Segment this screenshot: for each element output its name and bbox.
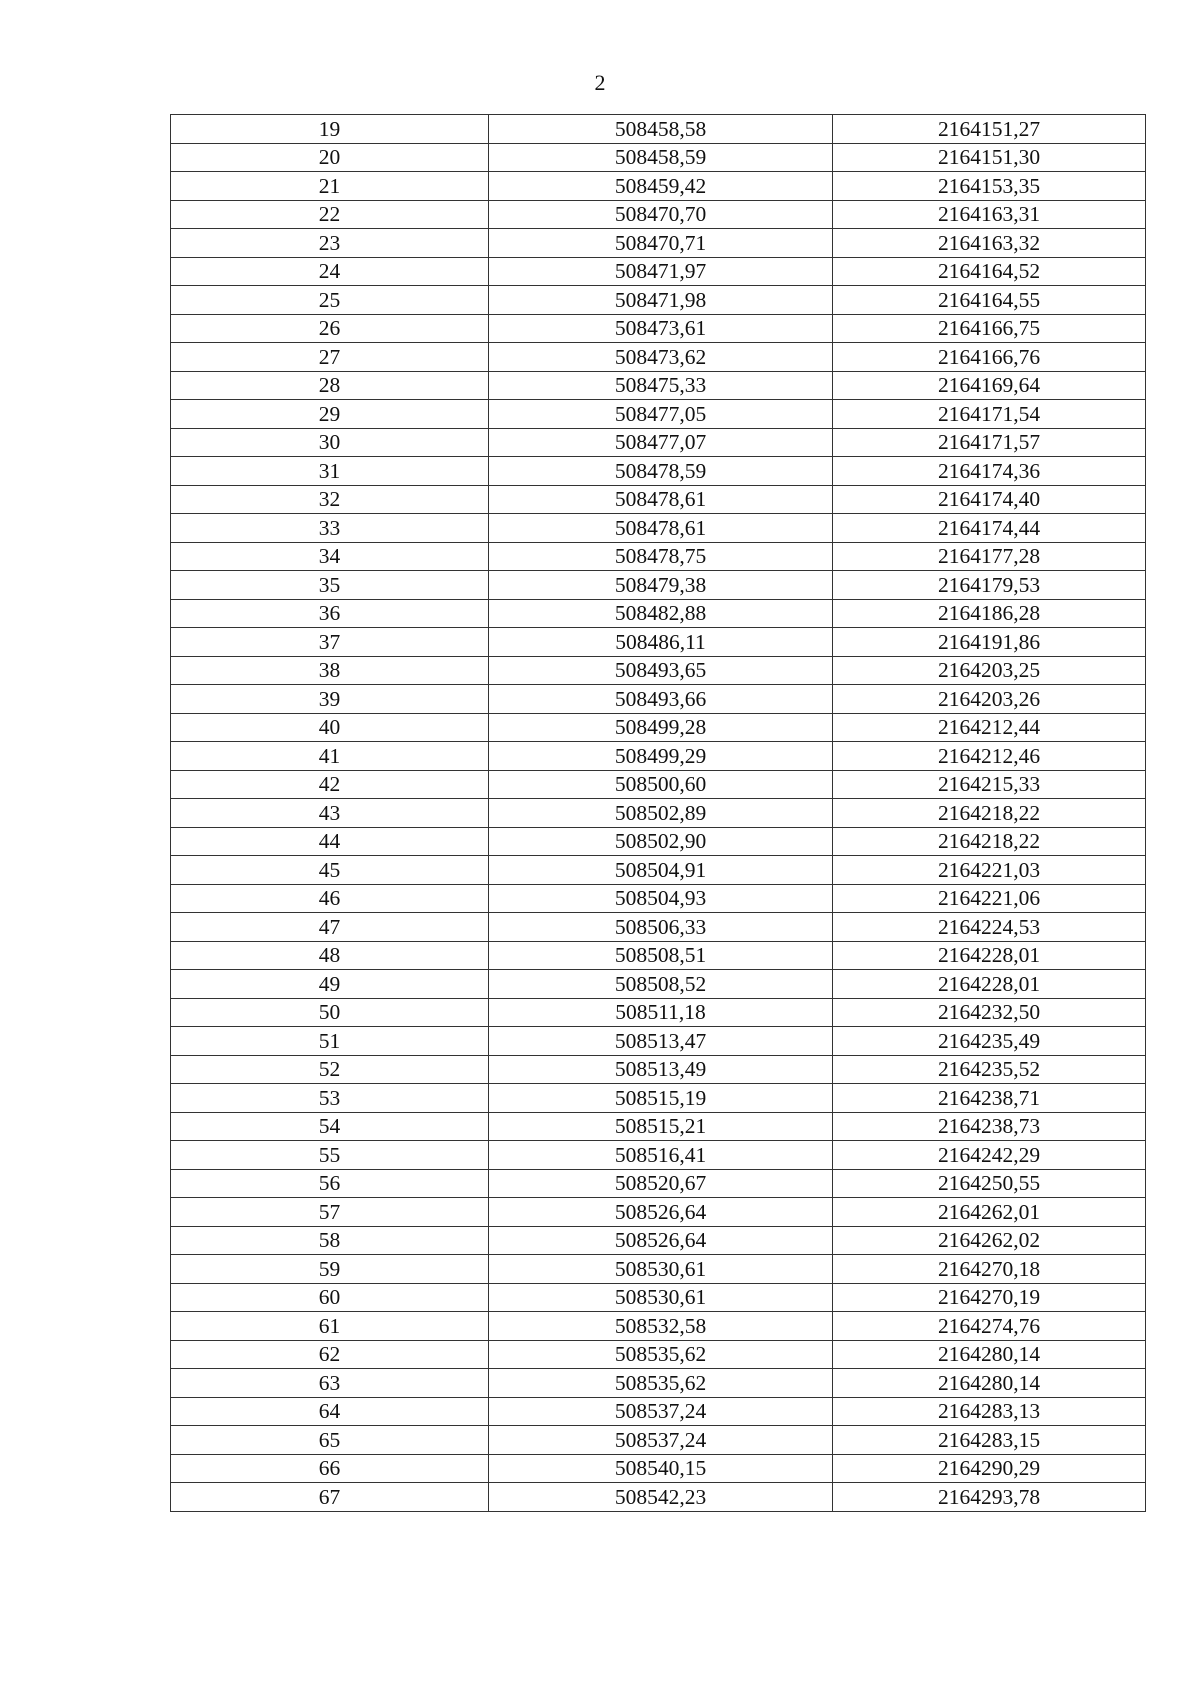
table-row [171, 428, 1146, 457]
table-row [171, 514, 1146, 543]
x-coordinate-cell: 508535,62 [489, 1369, 833, 1398]
table-row [171, 1027, 1146, 1056]
y-coordinate-cell: 2164235,52 [833, 1055, 1146, 1084]
y-coordinate-cell: 2164169,64 [833, 371, 1146, 400]
x-coordinate-cell: 508470,70 [489, 200, 833, 229]
point-number-cell: 36 [171, 599, 489, 628]
y-coordinate-cell: 2164280,14 [833, 1369, 1146, 1398]
table-row [171, 599, 1146, 628]
table-row [171, 799, 1146, 828]
table-row [171, 685, 1146, 714]
point-number-cell: 49 [171, 970, 489, 999]
table-row [171, 1084, 1146, 1113]
y-coordinate-cell: 2164166,75 [833, 314, 1146, 343]
point-number-cell: 28 [171, 371, 489, 400]
x-coordinate-cell: 508504,91 [489, 856, 833, 885]
point-number-cell: 20 [171, 143, 489, 172]
y-coordinate-cell: 2164228,01 [833, 970, 1146, 999]
x-coordinate-cell: 508502,89 [489, 799, 833, 828]
x-coordinate-cell: 508471,97 [489, 257, 833, 286]
x-coordinate-cell: 508459,42 [489, 172, 833, 201]
x-coordinate-cell: 508540,15 [489, 1454, 833, 1483]
point-number-cell: 42 [171, 770, 489, 799]
table-row [171, 856, 1146, 885]
x-coordinate-cell: 508473,61 [489, 314, 833, 343]
y-coordinate-cell: 2164166,76 [833, 343, 1146, 372]
table-row [171, 884, 1146, 913]
table-row [171, 1055, 1146, 1084]
table-row [171, 1283, 1146, 1312]
y-coordinate-cell: 2164164,52 [833, 257, 1146, 286]
y-coordinate-cell: 2164171,54 [833, 400, 1146, 429]
table-row [171, 571, 1146, 600]
point-number-cell: 41 [171, 742, 489, 771]
x-coordinate-cell: 508478,61 [489, 485, 833, 514]
x-coordinate-cell: 508526,64 [489, 1226, 833, 1255]
x-coordinate-cell: 508479,38 [489, 571, 833, 600]
x-coordinate-cell: 508537,24 [489, 1397, 833, 1426]
x-coordinate-cell: 508499,28 [489, 713, 833, 742]
coordinates-table-body [171, 115, 1146, 1512]
y-coordinate-cell: 2164203,25 [833, 656, 1146, 685]
x-coordinate-cell: 508526,64 [489, 1198, 833, 1227]
y-coordinate-cell: 2164163,32 [833, 229, 1146, 258]
point-number-cell: 21 [171, 172, 489, 201]
point-number-cell: 43 [171, 799, 489, 828]
table-row [171, 115, 1146, 144]
point-number-cell: 53 [171, 1084, 489, 1113]
x-coordinate-cell: 508493,65 [489, 656, 833, 685]
table-row [171, 143, 1146, 172]
table-row [171, 970, 1146, 999]
x-coordinate-cell: 508542,23 [489, 1483, 833, 1512]
table-row [171, 371, 1146, 400]
table-row [171, 1255, 1146, 1284]
x-coordinate-cell: 508504,93 [489, 884, 833, 913]
x-coordinate-cell: 508486,11 [489, 628, 833, 657]
x-coordinate-cell: 508515,21 [489, 1112, 833, 1141]
x-coordinate-cell: 508532,58 [489, 1312, 833, 1341]
table-row [171, 314, 1146, 343]
table-row [171, 400, 1146, 429]
x-coordinate-cell: 508478,61 [489, 514, 833, 543]
x-coordinate-cell: 508477,07 [489, 428, 833, 457]
y-coordinate-cell: 2164212,46 [833, 742, 1146, 771]
y-coordinate-cell: 2164164,55 [833, 286, 1146, 315]
y-coordinate-cell: 2164270,18 [833, 1255, 1146, 1284]
point-number-cell: 44 [171, 827, 489, 856]
y-coordinate-cell: 2164238,71 [833, 1084, 1146, 1113]
point-number-cell: 37 [171, 628, 489, 657]
table-row [171, 1483, 1146, 1512]
x-coordinate-cell: 508537,24 [489, 1426, 833, 1455]
y-coordinate-cell: 2164215,33 [833, 770, 1146, 799]
y-coordinate-cell: 2164262,02 [833, 1226, 1146, 1255]
x-coordinate-cell: 508508,51 [489, 941, 833, 970]
point-number-cell: 27 [171, 343, 489, 372]
point-number-cell: 48 [171, 941, 489, 970]
point-number-cell: 45 [171, 856, 489, 885]
point-number-cell: 56 [171, 1169, 489, 1198]
point-number-cell: 22 [171, 200, 489, 229]
point-number-cell: 60 [171, 1283, 489, 1312]
y-coordinate-cell: 2164238,73 [833, 1112, 1146, 1141]
y-coordinate-cell: 2164177,28 [833, 542, 1146, 571]
table-row [171, 742, 1146, 771]
point-number-cell: 33 [171, 514, 489, 543]
table-row [171, 998, 1146, 1027]
x-coordinate-cell: 508478,75 [489, 542, 833, 571]
y-coordinate-cell: 2164218,22 [833, 799, 1146, 828]
x-coordinate-cell: 508511,18 [489, 998, 833, 1027]
table-row [171, 257, 1146, 286]
point-number-cell: 31 [171, 457, 489, 486]
point-number-cell: 59 [171, 1255, 489, 1284]
table-row [171, 1426, 1146, 1455]
y-coordinate-cell: 2164228,01 [833, 941, 1146, 970]
point-number-cell: 34 [171, 542, 489, 571]
table-row [171, 1198, 1146, 1227]
point-number-cell: 66 [171, 1454, 489, 1483]
table-row [171, 172, 1146, 201]
y-coordinate-cell: 2164174,36 [833, 457, 1146, 486]
point-number-cell: 63 [171, 1369, 489, 1398]
x-coordinate-cell: 508470,71 [489, 229, 833, 258]
point-number-cell: 57 [171, 1198, 489, 1227]
point-number-cell: 39 [171, 685, 489, 714]
table-row [171, 485, 1146, 514]
y-coordinate-cell: 2164218,22 [833, 827, 1146, 856]
x-coordinate-cell: 508516,41 [489, 1141, 833, 1170]
point-number-cell: 64 [171, 1397, 489, 1426]
y-coordinate-cell: 2164290,29 [833, 1454, 1146, 1483]
y-coordinate-cell: 2164179,53 [833, 571, 1146, 600]
table-row [171, 827, 1146, 856]
y-coordinate-cell: 2164283,15 [833, 1426, 1146, 1455]
point-number-cell: 46 [171, 884, 489, 913]
x-coordinate-cell: 508513,49 [489, 1055, 833, 1084]
point-number-cell: 24 [171, 257, 489, 286]
y-coordinate-cell: 2164151,27 [833, 115, 1146, 144]
x-coordinate-cell: 508458,58 [489, 115, 833, 144]
x-coordinate-cell: 508515,19 [489, 1084, 833, 1113]
x-coordinate-cell: 508500,60 [489, 770, 833, 799]
y-coordinate-cell: 2164186,28 [833, 599, 1146, 628]
y-coordinate-cell: 2164174,40 [833, 485, 1146, 514]
point-number-cell: 58 [171, 1226, 489, 1255]
table-row [171, 343, 1146, 372]
point-number-cell: 40 [171, 713, 489, 742]
y-coordinate-cell: 2164280,14 [833, 1340, 1146, 1369]
x-coordinate-cell: 508473,62 [489, 343, 833, 372]
table-row [171, 770, 1146, 799]
y-coordinate-cell: 2164212,44 [833, 713, 1146, 742]
point-number-cell: 50 [171, 998, 489, 1027]
table-row [171, 628, 1146, 657]
table-row [171, 286, 1146, 315]
y-coordinate-cell: 2164163,31 [833, 200, 1146, 229]
y-coordinate-cell: 2164283,13 [833, 1397, 1146, 1426]
table-row [171, 1141, 1146, 1170]
table-row [171, 200, 1146, 229]
point-number-cell: 55 [171, 1141, 489, 1170]
x-coordinate-cell: 508502,90 [489, 827, 833, 856]
x-coordinate-cell: 508520,67 [489, 1169, 833, 1198]
y-coordinate-cell: 2164151,30 [833, 143, 1146, 172]
point-number-cell: 26 [171, 314, 489, 343]
table-row [171, 1454, 1146, 1483]
table-row [171, 1312, 1146, 1341]
y-coordinate-cell: 2164153,35 [833, 172, 1146, 201]
y-coordinate-cell: 2164174,44 [833, 514, 1146, 543]
y-coordinate-cell: 2164203,26 [833, 685, 1146, 714]
table-row [171, 1112, 1146, 1141]
point-number-cell: 23 [171, 229, 489, 258]
x-coordinate-cell: 508535,62 [489, 1340, 833, 1369]
point-number-cell: 32 [171, 485, 489, 514]
point-number-cell: 35 [171, 571, 489, 600]
x-coordinate-cell: 508508,52 [489, 970, 833, 999]
table-row [171, 1226, 1146, 1255]
point-number-cell: 54 [171, 1112, 489, 1141]
y-coordinate-cell: 2164270,19 [833, 1283, 1146, 1312]
point-number-cell: 30 [171, 428, 489, 457]
point-number-cell: 62 [171, 1340, 489, 1369]
y-coordinate-cell: 2164221,06 [833, 884, 1146, 913]
point-number-cell: 38 [171, 656, 489, 685]
table-row [171, 229, 1146, 258]
point-number-cell: 61 [171, 1312, 489, 1341]
page-number: 2 [594, 70, 606, 95]
point-number-cell: 52 [171, 1055, 489, 1084]
table-row [171, 1169, 1146, 1198]
y-coordinate-cell: 2164191,86 [833, 628, 1146, 657]
x-coordinate-cell: 508478,59 [489, 457, 833, 486]
y-coordinate-cell: 2164171,57 [833, 428, 1146, 457]
y-coordinate-cell: 2164235,49 [833, 1027, 1146, 1056]
table-row [171, 1397, 1146, 1426]
x-coordinate-cell: 508482,88 [489, 599, 833, 628]
point-number-cell: 65 [171, 1426, 489, 1455]
point-number-cell: 51 [171, 1027, 489, 1056]
table-row [171, 1369, 1146, 1398]
x-coordinate-cell: 508513,47 [489, 1027, 833, 1056]
x-coordinate-cell: 508530,61 [489, 1255, 833, 1284]
x-coordinate-cell: 508477,05 [489, 400, 833, 429]
table-row [171, 457, 1146, 486]
table-row [171, 656, 1146, 685]
x-coordinate-cell: 508493,66 [489, 685, 833, 714]
point-number-cell: 19 [171, 115, 489, 144]
table-row [171, 941, 1146, 970]
y-coordinate-cell: 2164262,01 [833, 1198, 1146, 1227]
point-number-cell: 67 [171, 1483, 489, 1512]
x-coordinate-cell: 508499,29 [489, 742, 833, 771]
x-coordinate-cell: 508530,61 [489, 1283, 833, 1312]
y-coordinate-cell: 2164224,53 [833, 913, 1146, 942]
x-coordinate-cell: 508475,33 [489, 371, 833, 400]
x-coordinate-cell: 508471,98 [489, 286, 833, 315]
x-coordinate-cell: 508506,33 [489, 913, 833, 942]
y-coordinate-cell: 2164274,76 [833, 1312, 1146, 1341]
y-coordinate-cell: 2164250,55 [833, 1169, 1146, 1198]
y-coordinate-cell: 2164293,78 [833, 1483, 1146, 1512]
table-row [171, 1340, 1146, 1369]
y-coordinate-cell: 2164242,29 [833, 1141, 1146, 1170]
point-number-cell: 29 [171, 400, 489, 429]
x-coordinate-cell: 508458,59 [489, 143, 833, 172]
coordinates-table [170, 114, 1146, 1512]
table-row [171, 913, 1146, 942]
y-coordinate-cell: 2164221,03 [833, 856, 1146, 885]
table-row [171, 713, 1146, 742]
y-coordinate-cell: 2164232,50 [833, 998, 1146, 1027]
point-number-cell: 25 [171, 286, 489, 315]
point-number-cell: 47 [171, 913, 489, 942]
table-row [171, 542, 1146, 571]
